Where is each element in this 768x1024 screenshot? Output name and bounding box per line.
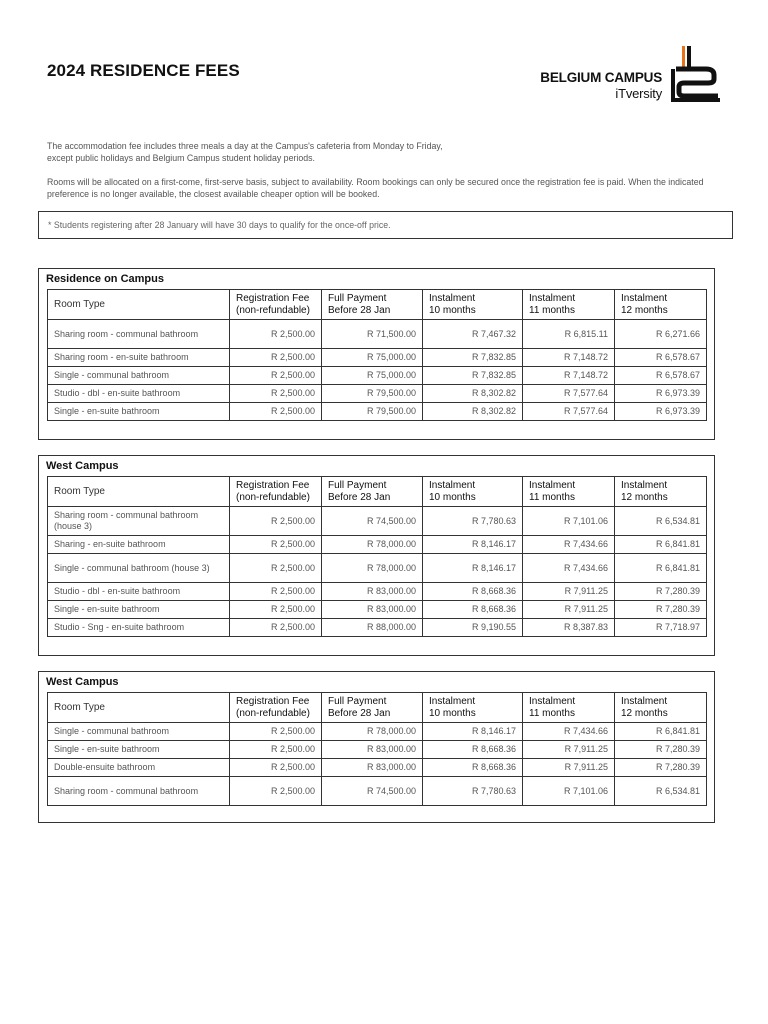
full-payment-cell: R 71,500.00 bbox=[322, 320, 423, 349]
instalment-11-cell: R 6,815.11 bbox=[523, 320, 615, 349]
full-payment-cell: R 88,000.00 bbox=[322, 619, 423, 637]
full-payment-cell: R 78,000.00 bbox=[322, 536, 423, 554]
instalment-12-cell: R 6,973.39 bbox=[615, 403, 707, 421]
full-payment-cell: R 83,000.00 bbox=[322, 759, 423, 777]
col-instalment-12: Instalment 12 months bbox=[615, 693, 707, 723]
full-payment-cell: R 75,000.00 bbox=[322, 349, 423, 367]
instalment-10-cell: R 8,668.36 bbox=[423, 601, 523, 619]
full-payment-cell: R 74,500.00 bbox=[322, 507, 423, 536]
table-row bbox=[48, 536, 707, 554]
col-registration-fee: Registration Fee (non-refundable) bbox=[230, 290, 322, 320]
col-full-payment: Full Payment Before 28 Jan bbox=[322, 290, 423, 320]
section-title: West Campus bbox=[46, 460, 119, 472]
table-row bbox=[48, 759, 707, 777]
col-instalment-11: Instalment 11 months bbox=[523, 477, 615, 507]
registration-fee-cell: R 2,500.00 bbox=[230, 385, 322, 403]
table-row bbox=[48, 507, 707, 536]
room-type-cell: Sharing - en-suite bathroom bbox=[48, 536, 230, 554]
col-room-type: Room Type bbox=[48, 693, 230, 723]
instalment-12-cell: R 6,271.66 bbox=[615, 320, 707, 349]
full-payment-cell: R 83,000.00 bbox=[322, 741, 423, 759]
instalment-11-cell: R 7,911.25 bbox=[523, 759, 615, 777]
instalment-10-cell: R 8,302.82 bbox=[423, 385, 523, 403]
logo-subtitle: iTversity bbox=[615, 86, 662, 101]
instalment-12-cell: R 6,578.67 bbox=[615, 367, 707, 385]
instalment-12-cell: R 6,841.81 bbox=[615, 536, 707, 554]
instalment-12-cell: R 7,718.97 bbox=[615, 619, 707, 637]
instalment-10-cell: R 7,780.63 bbox=[423, 777, 523, 806]
registration-fee-cell: R 2,500.00 bbox=[230, 507, 322, 536]
fees-table bbox=[47, 692, 707, 806]
west-campus-section-2 bbox=[38, 671, 715, 823]
instalment-12-cell: R 7,280.39 bbox=[615, 601, 707, 619]
table-row bbox=[48, 619, 707, 637]
registration-fee-cell: R 2,500.00 bbox=[230, 349, 322, 367]
instalment-10-cell: R 7,832.85 bbox=[423, 349, 523, 367]
instalment-12-cell: R 6,534.81 bbox=[615, 777, 707, 806]
registration-fee-cell: R 2,500.00 bbox=[230, 320, 322, 349]
intro-line: The accommodation fee includes three meals a day at the Campus's cafeteria from Monday to Friday, bbox=[47, 141, 443, 151]
intro-paragraph-allocation bbox=[47, 176, 717, 200]
full-payment-cell: R 83,000.00 bbox=[322, 583, 423, 601]
belgium-campus-mark-icon bbox=[670, 46, 724, 102]
col-room-type: Room Type bbox=[48, 477, 230, 507]
table-header-row bbox=[48, 477, 707, 507]
belgium-campus-logo bbox=[532, 46, 724, 104]
instalment-12-cell: R 6,841.81 bbox=[615, 723, 707, 741]
instalment-12-cell: R 7,280.39 bbox=[615, 583, 707, 601]
col-instalment-11: Instalment 11 months bbox=[523, 693, 615, 723]
section-title: Residence on Campus bbox=[46, 273, 164, 285]
instalment-10-cell: R 8,146.17 bbox=[423, 554, 523, 583]
col-instalment-11: Instalment 11 months bbox=[523, 290, 615, 320]
col-instalment-10: Instalment 10 months bbox=[423, 693, 523, 723]
room-type-cell: Single - en-suite bathroom bbox=[48, 403, 230, 421]
table-row bbox=[48, 723, 707, 741]
col-instalment-12: Instalment 12 months bbox=[615, 290, 707, 320]
table-row bbox=[48, 601, 707, 619]
fees-table bbox=[47, 289, 707, 421]
table-row bbox=[48, 777, 707, 806]
room-type-cell: Sharing room - en-suite bathroom bbox=[48, 349, 230, 367]
full-payment-cell: R 78,000.00 bbox=[322, 723, 423, 741]
table-row bbox=[48, 741, 707, 759]
instalment-10-cell: R 9,190.55 bbox=[423, 619, 523, 637]
instalment-11-cell: R 7,434.66 bbox=[523, 536, 615, 554]
instalment-10-cell: R 7,780.63 bbox=[423, 507, 523, 536]
instalment-10-cell: R 7,832.85 bbox=[423, 367, 523, 385]
room-type-cell: Sharing room - communal bathroom (house 3) bbox=[48, 507, 230, 536]
room-type-cell: Studio - dbl - en-suite bathroom bbox=[48, 583, 230, 601]
section-title: West Campus bbox=[46, 676, 119, 688]
full-payment-cell: R 79,500.00 bbox=[322, 385, 423, 403]
west-campus-section bbox=[38, 455, 715, 656]
instalment-10-cell: R 8,668.36 bbox=[423, 759, 523, 777]
full-payment-cell: R 78,000.00 bbox=[322, 554, 423, 583]
col-full-payment: Full Payment Before 28 Jan bbox=[322, 477, 423, 507]
room-type-cell: Studio - Sng - en-suite bathroom bbox=[48, 619, 230, 637]
col-full-payment: Full Payment Before 28 Jan bbox=[322, 693, 423, 723]
registration-fee-cell: R 2,500.00 bbox=[230, 619, 322, 637]
full-payment-cell: R 74,500.00 bbox=[322, 777, 423, 806]
col-instalment-12: Instalment 12 months bbox=[615, 477, 707, 507]
instalment-11-cell: R 7,911.25 bbox=[523, 583, 615, 601]
room-type-cell: Double-ensuite bathroom bbox=[48, 759, 230, 777]
room-type-cell: Studio - dbl - en-suite bathroom bbox=[48, 385, 230, 403]
instalment-11-cell: R 7,577.64 bbox=[523, 403, 615, 421]
col-room-type: Room Type bbox=[48, 290, 230, 320]
registration-fee-cell: R 2,500.00 bbox=[230, 601, 322, 619]
intro-line: except public holidays and Belgium Campus student holiday periods. bbox=[47, 153, 315, 163]
instalment-10-cell: R 8,146.17 bbox=[423, 723, 523, 741]
instalment-12-cell: R 6,841.81 bbox=[615, 554, 707, 583]
table-row bbox=[48, 385, 707, 403]
page-title: 2024 RESIDENCE FEES bbox=[47, 61, 240, 80]
residence-on-campus-section bbox=[38, 268, 715, 440]
instalment-11-cell: R 7,911.25 bbox=[523, 741, 615, 759]
room-type-cell: Single - en-suite bathroom bbox=[48, 601, 230, 619]
table-header-row bbox=[48, 290, 707, 320]
intro-paragraph-meals bbox=[47, 140, 717, 164]
registration-fee-cell: R 2,500.00 bbox=[230, 536, 322, 554]
instalment-11-cell: R 7,577.64 bbox=[523, 385, 615, 403]
room-type-cell: Single - communal bathroom bbox=[48, 723, 230, 741]
instalment-11-cell: R 7,434.66 bbox=[523, 723, 615, 741]
registration-fee-cell: R 2,500.00 bbox=[230, 403, 322, 421]
registration-fee-cell: R 2,500.00 bbox=[230, 367, 322, 385]
full-payment-cell: R 79,500.00 bbox=[322, 403, 423, 421]
table-row bbox=[48, 349, 707, 367]
registration-note: * Students registering after 28 January will have 30 days to qualify for the once-off price. bbox=[38, 211, 733, 239]
table-row bbox=[48, 554, 707, 583]
instalment-12-cell: R 6,973.39 bbox=[615, 385, 707, 403]
instalment-11-cell: R 7,911.25 bbox=[523, 601, 615, 619]
logo-name: BELGIUM CAMPUS bbox=[540, 70, 662, 85]
instalment-10-cell: R 8,668.36 bbox=[423, 583, 523, 601]
instalment-12-cell: R 7,280.39 bbox=[615, 741, 707, 759]
registration-fee-cell: R 2,500.00 bbox=[230, 759, 322, 777]
room-type-cell: Sharing room - communal bathroom bbox=[48, 777, 230, 806]
instalment-12-cell: R 7,280.39 bbox=[615, 759, 707, 777]
table-row bbox=[48, 403, 707, 421]
instalment-10-cell: R 8,668.36 bbox=[423, 741, 523, 759]
registration-fee-cell: R 2,500.00 bbox=[230, 583, 322, 601]
registration-fee-cell: R 2,500.00 bbox=[230, 554, 322, 583]
fees-table bbox=[47, 476, 707, 637]
full-payment-cell: R 83,000.00 bbox=[322, 601, 423, 619]
registration-fee-cell: R 2,500.00 bbox=[230, 777, 322, 806]
table-header-row bbox=[48, 693, 707, 723]
registration-fee-cell: R 2,500.00 bbox=[230, 741, 322, 759]
room-type-cell: Single - communal bathroom bbox=[48, 367, 230, 385]
table-row bbox=[48, 320, 707, 349]
instalment-11-cell: R 7,101.06 bbox=[523, 777, 615, 806]
intro-text: Rooms will be allocated on a first-come, first-serve basis, subject to availability. Room bookings can only be secured once the registration fee is paid. When the indicated preference is no longer available, the closest available cheaper option will be booked. bbox=[47, 177, 704, 199]
instalment-10-cell: R 7,467.32 bbox=[423, 320, 523, 349]
registration-fee-cell: R 2,500.00 bbox=[230, 723, 322, 741]
instalment-12-cell: R 6,534.81 bbox=[615, 507, 707, 536]
instalment-10-cell: R 8,302.82 bbox=[423, 403, 523, 421]
col-registration-fee: Registration Fee (non-refundable) bbox=[230, 477, 322, 507]
col-instalment-10: Instalment 10 months bbox=[423, 477, 523, 507]
instalment-11-cell: R 7,101.06 bbox=[523, 507, 615, 536]
table-row bbox=[48, 583, 707, 601]
table-row bbox=[48, 367, 707, 385]
col-instalment-10: Instalment 10 months bbox=[423, 290, 523, 320]
instalment-12-cell: R 6,578.67 bbox=[615, 349, 707, 367]
col-registration-fee: Registration Fee (non-refundable) bbox=[230, 693, 322, 723]
instalment-11-cell: R 7,434.66 bbox=[523, 554, 615, 583]
room-type-cell: Single - communal bathroom (house 3) bbox=[48, 554, 230, 583]
room-type-cell: Sharing room - communal bathroom bbox=[48, 320, 230, 349]
room-type-cell: Single - en-suite bathroom bbox=[48, 741, 230, 759]
instalment-11-cell: R 7,148.72 bbox=[523, 367, 615, 385]
full-payment-cell: R 75,000.00 bbox=[322, 367, 423, 385]
instalment-10-cell: R 8,146.17 bbox=[423, 536, 523, 554]
instalment-11-cell: R 8,387.83 bbox=[523, 619, 615, 637]
instalment-11-cell: R 7,148.72 bbox=[523, 349, 615, 367]
